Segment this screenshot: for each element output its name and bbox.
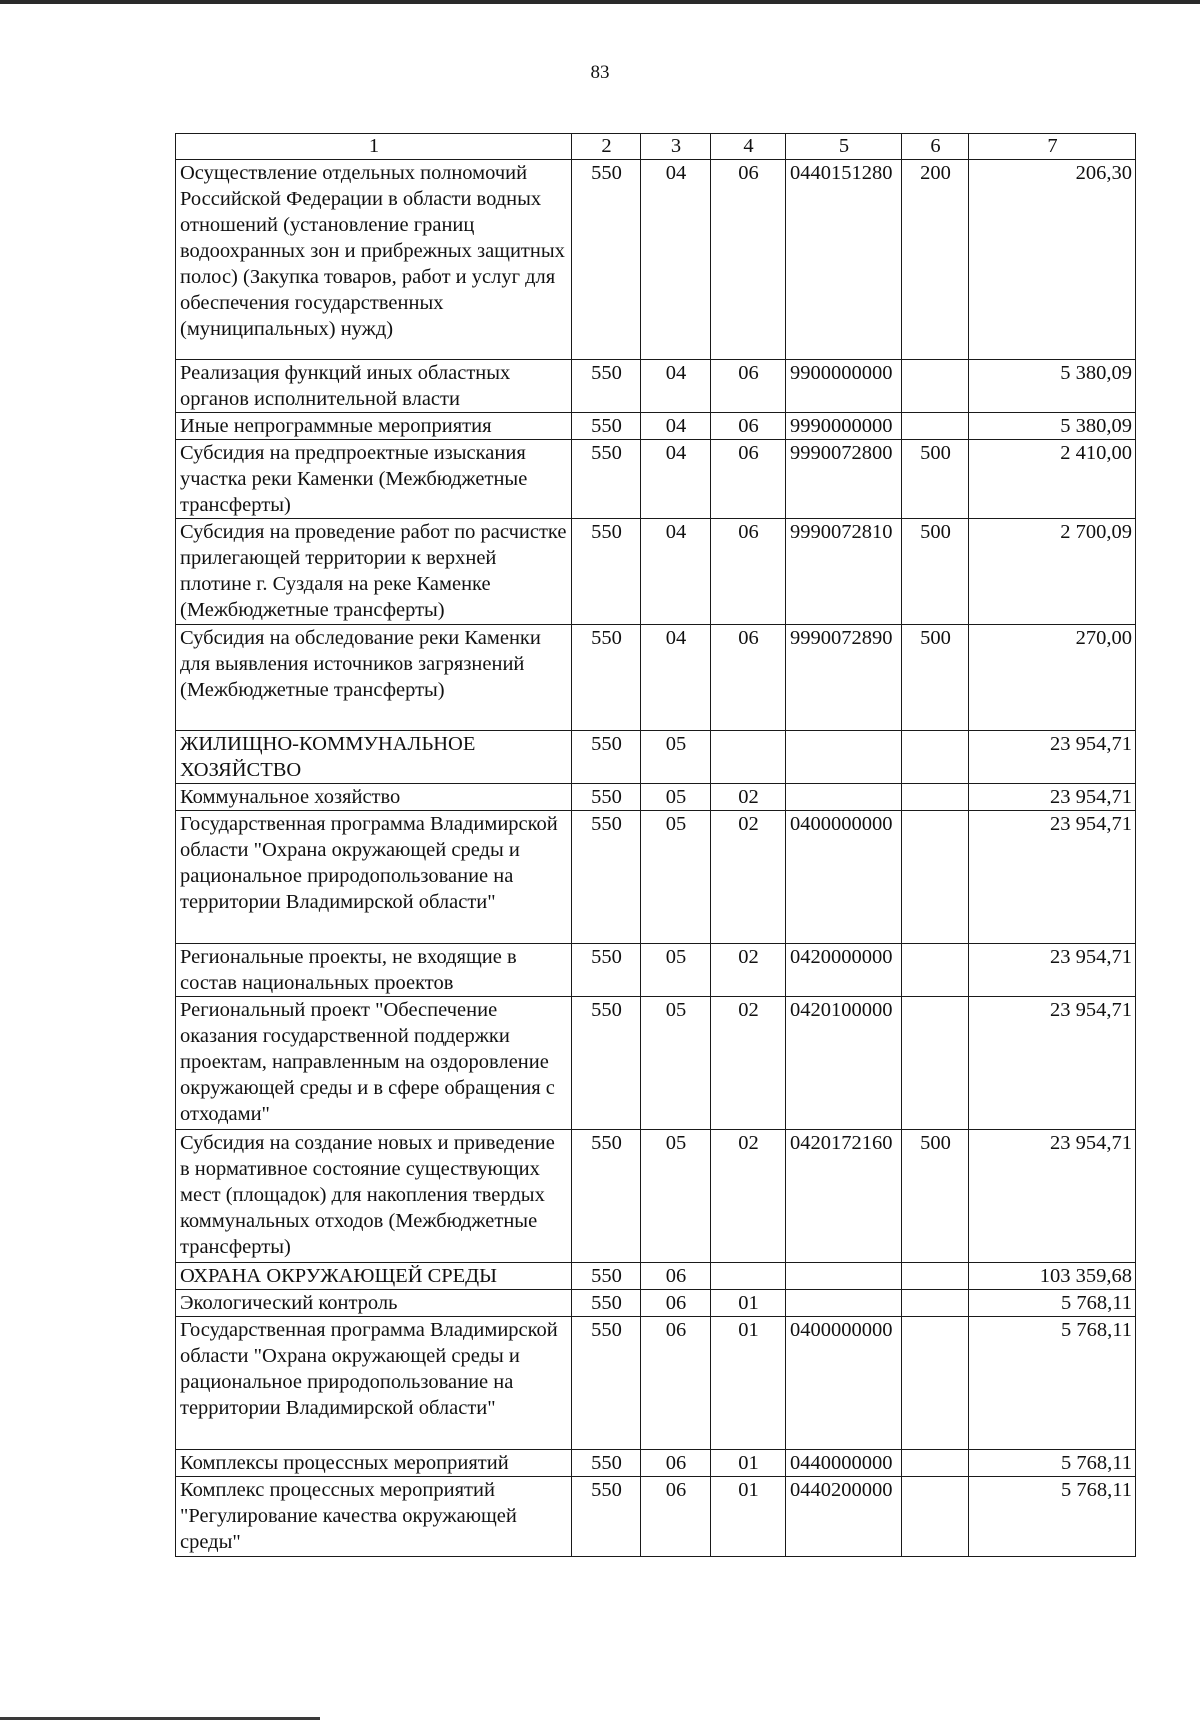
row-section: 06 (641, 1290, 711, 1317)
row-amount: 2 700,09 (969, 519, 1136, 625)
row-name: Субсидия на предпроектные изыскания участка реки Каменки (Межбюджетные трансферты) (176, 440, 572, 519)
row-section: 05 (641, 944, 711, 997)
row-amount: 270,00 (969, 625, 1136, 731)
row-target-article: 9990000000 (786, 413, 902, 440)
row-subsection: 02 (711, 997, 786, 1130)
row-target-article: 9990072810 (786, 519, 902, 625)
row-subsection: 06 (711, 625, 786, 731)
row-admin-code: 550 (572, 1477, 641, 1557)
row-admin-code: 550 (572, 160, 641, 360)
row-section: 05 (641, 784, 711, 811)
row-expense-type (902, 360, 969, 413)
row-expense-type (902, 1290, 969, 1317)
row-expense-type (902, 413, 969, 440)
row-admin-code: 550 (572, 1130, 641, 1263)
row-name: Субсидия на проведение работ по расчистке прилегающей территории к верхней плотине г. Суздаля на реке Каменке (Межбюджетные трансферты) (176, 519, 572, 625)
row-target-article: 0420172160 (786, 1130, 902, 1263)
table-row (176, 811, 1136, 944)
row-amount: 206,30 (969, 160, 1136, 360)
header-col-1: 1 (176, 134, 572, 160)
row-amount: 23 954,71 (969, 944, 1136, 997)
table-row (176, 413, 1136, 440)
table-row (176, 360, 1136, 413)
row-section: 04 (641, 625, 711, 731)
row-admin-code: 550 (572, 944, 641, 997)
row-admin-code: 550 (572, 784, 641, 811)
row-amount: 5 768,11 (969, 1450, 1136, 1477)
row-name: Коммунальное хозяйство (176, 784, 572, 811)
row-name: ЖИЛИЩНО-КОММУНАЛЬНОЕ ХОЗЯЙСТВО (176, 731, 572, 784)
row-section: 04 (641, 413, 711, 440)
row-subsection: 01 (711, 1317, 786, 1450)
row-target-article: 9990072890 (786, 625, 902, 731)
header-col-6: 6 (902, 134, 969, 160)
row-subsection (711, 731, 786, 784)
row-admin-code: 550 (572, 625, 641, 731)
row-name: Экологический контроль (176, 1290, 572, 1317)
row-target-article: 0400000000 (786, 811, 902, 944)
table-row (176, 1130, 1136, 1263)
row-subsection: 06 (711, 160, 786, 360)
table-row (176, 1477, 1136, 1557)
row-expense-type: 500 (902, 440, 969, 519)
table-row (176, 784, 1136, 811)
row-amount: 5 380,09 (969, 360, 1136, 413)
row-target-article (786, 731, 902, 784)
row-subsection: 02 (711, 944, 786, 997)
row-subsection: 06 (711, 519, 786, 625)
row-admin-code: 550 (572, 519, 641, 625)
header-col-4: 4 (711, 134, 786, 160)
row-name: Государственная программа Владимирской области "Охрана окружающей среды и рациональное природопользование на территории Владимирской области" (176, 811, 572, 944)
row-name: Реализация функций иных областных органов исполнительной власти (176, 360, 572, 413)
row-expense-type (902, 1477, 969, 1557)
row-expense-type (902, 1263, 969, 1290)
row-subsection: 02 (711, 784, 786, 811)
row-target-article (786, 784, 902, 811)
row-amount: 23 954,71 (969, 731, 1136, 784)
row-section: 04 (641, 519, 711, 625)
row-admin-code: 550 (572, 440, 641, 519)
page-number: 83 (590, 62, 610, 83)
row-expense-type (902, 784, 969, 811)
row-admin-code: 550 (572, 360, 641, 413)
row-name: Иные непрограммные мероприятия (176, 413, 572, 440)
row-section: 04 (641, 440, 711, 519)
table-header-row (176, 134, 1136, 160)
row-section: 06 (641, 1317, 711, 1450)
row-name: Государственная программа Владимирской области "Охрана окружающей среды и рациональное природопользование на территории Владимирской области" (176, 1317, 572, 1450)
row-admin-code: 550 (572, 1290, 641, 1317)
row-section: 06 (641, 1263, 711, 1290)
row-subsection: 02 (711, 811, 786, 944)
row-expense-type (902, 811, 969, 944)
table-row (176, 1290, 1136, 1317)
row-name: Региональные проекты, не входящие в состав национальных проектов (176, 944, 572, 997)
row-section: 04 (641, 360, 711, 413)
row-section: 06 (641, 1477, 711, 1557)
table-row (176, 997, 1136, 1130)
row-expense-type (902, 944, 969, 997)
row-admin-code: 550 (572, 1263, 641, 1290)
table-row (176, 440, 1136, 519)
row-expense-type (902, 997, 969, 1130)
row-name: Комплекс процессных мероприятий "Регулирование качества окружающей среды" (176, 1477, 572, 1557)
row-admin-code: 550 (572, 997, 641, 1130)
header-col-7: 7 (969, 134, 1136, 160)
row-target-article (786, 1290, 902, 1317)
row-section: 06 (641, 1450, 711, 1477)
row-expense-type (902, 731, 969, 784)
row-expense-type (902, 1450, 969, 1477)
row-name: Субсидия на обследование реки Каменки для выявления источников загрязнений (Межбюджетные трансферты) (176, 625, 572, 731)
row-target-article (786, 1263, 902, 1290)
row-section: 05 (641, 997, 711, 1130)
row-section: 05 (641, 811, 711, 944)
row-subsection: 01 (711, 1477, 786, 1557)
row-amount: 2 410,00 (969, 440, 1136, 519)
row-target-article: 9900000000 (786, 360, 902, 413)
row-expense-type (902, 1317, 969, 1450)
row-admin-code: 550 (572, 1450, 641, 1477)
row-target-article: 0400000000 (786, 1317, 902, 1450)
row-amount: 103 359,68 (969, 1263, 1136, 1290)
row-subsection: 01 (711, 1450, 786, 1477)
row-expense-type: 200 (902, 160, 969, 360)
top-scan-edge (0, 0, 1200, 4)
row-section: 04 (641, 160, 711, 360)
row-name: Комплексы процессных мероприятий (176, 1450, 572, 1477)
row-expense-type: 500 (902, 625, 969, 731)
row-amount: 5 768,11 (969, 1317, 1136, 1450)
row-subsection: 02 (711, 1130, 786, 1263)
row-amount: 23 954,71 (969, 997, 1136, 1130)
row-name: ОХРАНА ОКРУЖАЮЩЕЙ СРЕДЫ (176, 1263, 572, 1290)
row-amount: 23 954,71 (969, 811, 1136, 944)
row-subsection: 06 (711, 413, 786, 440)
table-row (176, 1317, 1136, 1450)
budget-table (175, 133, 1136, 1557)
row-amount: 23 954,71 (969, 1130, 1136, 1263)
row-admin-code: 550 (572, 811, 641, 944)
row-subsection: 06 (711, 440, 786, 519)
row-amount: 5 768,11 (969, 1290, 1136, 1317)
row-admin-code: 550 (572, 413, 641, 440)
row-target-article: 0420100000 (786, 997, 902, 1130)
row-section: 05 (641, 1130, 711, 1263)
bottom-scan-edge (0, 1717, 320, 1720)
row-target-article: 0420000000 (786, 944, 902, 997)
row-target-article: 0440000000 (786, 1450, 902, 1477)
table-row (176, 1450, 1136, 1477)
row-section: 05 (641, 731, 711, 784)
row-target-article: 9990072800 (786, 440, 902, 519)
table-row (176, 625, 1136, 731)
row-expense-type: 500 (902, 519, 969, 625)
row-target-article: 0440151280 (786, 160, 902, 360)
table-row (176, 944, 1136, 997)
table-row (176, 731, 1136, 784)
table-row (176, 1263, 1136, 1290)
row-name: Региональный проект "Обеспечение оказания государственной поддержки проектам, направленным на оздоровление окружающей среды и в сфере обращения с отходами" (176, 997, 572, 1130)
header-col-5: 5 (786, 134, 902, 160)
row-amount: 5 768,11 (969, 1477, 1136, 1557)
table-row (176, 160, 1136, 360)
row-subsection: 06 (711, 360, 786, 413)
row-admin-code: 550 (572, 731, 641, 784)
row-amount: 23 954,71 (969, 784, 1136, 811)
row-name: Осуществление отдельных полномочий Российской Федерации в области водных отношений (установление границ водоохранных зон и прибрежных защитных полос) (Закупка товаров, работ и услуг для обеспечения государственных (муниципальных) нужд) (176, 160, 572, 360)
row-subsection: 01 (711, 1290, 786, 1317)
row-admin-code: 550 (572, 1317, 641, 1450)
row-name: Субсидия на создание новых и приведение в нормативное состояние существующих мест (площадок) для накопления твердых коммунальных отходов (Межбюджетные трансферты) (176, 1130, 572, 1263)
header-col-3: 3 (641, 134, 711, 160)
header-col-2: 2 (572, 134, 641, 160)
table-row (176, 519, 1136, 625)
row-amount: 5 380,09 (969, 413, 1136, 440)
row-target-article: 0440200000 (786, 1477, 902, 1557)
row-expense-type: 500 (902, 1130, 969, 1263)
row-subsection (711, 1263, 786, 1290)
